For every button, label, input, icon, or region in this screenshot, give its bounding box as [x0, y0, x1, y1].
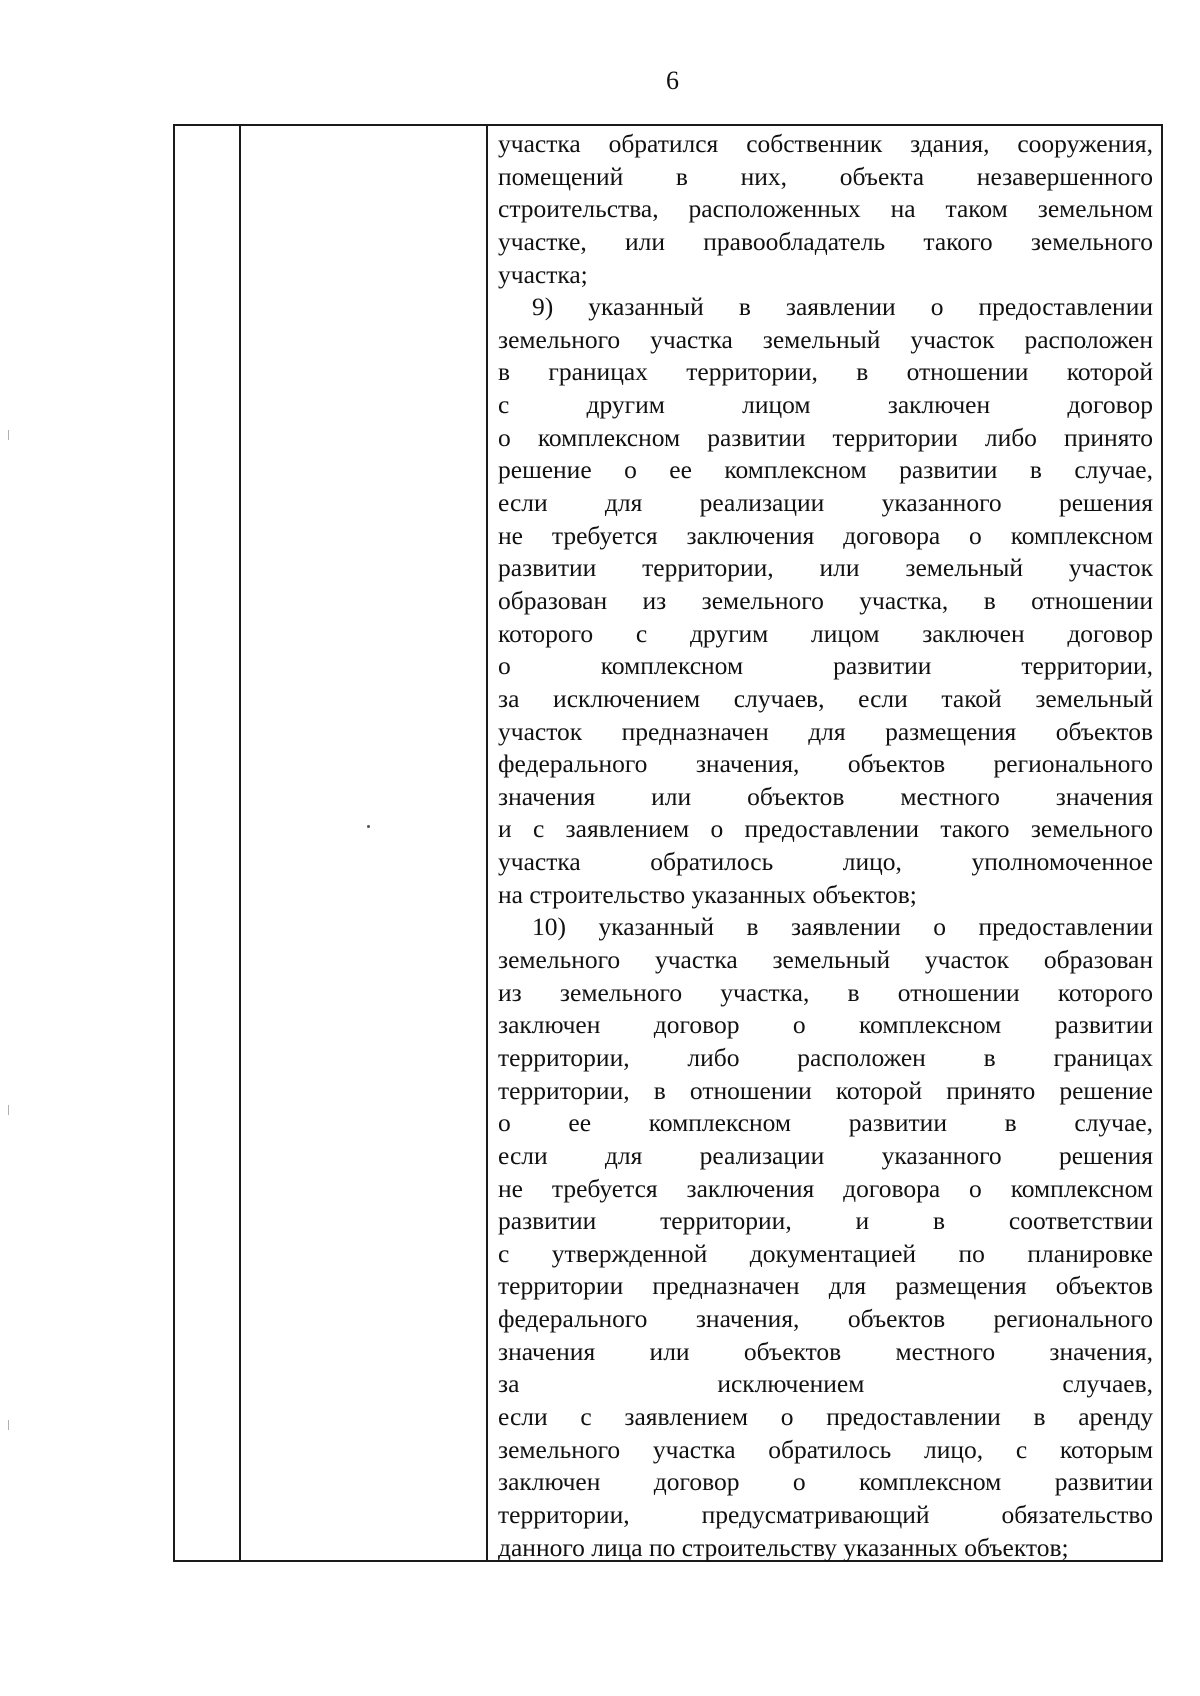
table-column-divider — [239, 126, 241, 1560]
table-column-divider — [486, 126, 488, 1560]
paragraph-line: земельного участка земельный участок расположен — [498, 324, 1153, 354]
paragraph-line: о комплексном развитии территории либо принято — [498, 422, 1153, 452]
paragraph-line: из земельного участка, в отношении которого — [498, 977, 1153, 1007]
paragraph-line: решение о ее комплексном развитии в случае, — [498, 455, 1153, 485]
paragraph-line: о комплексном развитии территории, — [498, 651, 1153, 681]
paragraph-line: федерального значения, объектов регионального — [498, 1304, 1153, 1334]
paragraph-line: в границах территории, в отношении которой — [498, 357, 1153, 387]
page-number: 6 — [666, 66, 679, 95]
paragraph-line: не требуется заключения договора о комплексном — [498, 1173, 1153, 1203]
paragraph-line: если с заявлением о предоставлении в аренду — [498, 1401, 1153, 1431]
paragraph-line: и с заявлением о предоставлении такого земельного — [498, 814, 1153, 844]
paragraph-line: участка обратился собственник здания, сооружения, — [498, 129, 1153, 158]
paragraph-line: которого с другим лицом заключен договор — [498, 618, 1153, 648]
paragraph-line: за исключением случаев, если такой земельный — [498, 683, 1153, 713]
paragraph-line: за исключением случаев, — [498, 1369, 1153, 1399]
paragraph-line: заключен договор о комплексном развитии — [498, 1467, 1153, 1497]
document-table — [173, 124, 1163, 1562]
table-text-column — [498, 128, 1153, 1564]
scan-artifact-dot — [367, 825, 370, 828]
scan-margin-mark — [8, 1105, 9, 1115]
paragraph-line: земельного участка обратилось лицо, с которым — [498, 1434, 1153, 1464]
paragraph-line: развитии территории, и в соответствии — [498, 1206, 1153, 1236]
paragraph-line: значения или объектов местного значения, — [498, 1336, 1153, 1366]
paragraph-line: 9) указанный в заявлении о предоставлении — [532, 292, 1153, 322]
paragraph-line: земельного участка земельный участок образован — [498, 945, 1153, 975]
paragraph-line: не требуется заключения договора о комплексном — [498, 520, 1153, 550]
paragraph-line: значения или объектов местного значения — [498, 781, 1153, 811]
paragraph-line: федерального значения, объектов регионального — [498, 749, 1153, 779]
paragraph-line: участок предназначен для размещения объектов — [498, 716, 1153, 746]
paragraph-line: данного лица по строительству указанных объектов; — [498, 1532, 1069, 1562]
paragraph-line: если для реализации указанного решения — [498, 1140, 1153, 1170]
paragraph-line: если для реализации указанного решения — [498, 488, 1153, 518]
paragraph-line: территории, либо расположен в границах — [498, 1042, 1153, 1072]
scan-margin-mark — [8, 1420, 9, 1430]
scan-margin-mark — [8, 430, 9, 440]
paragraph-line: с утвержденной документацией по планировке — [498, 1238, 1153, 1268]
paragraph-line: территории, в отношении которой принято решение — [498, 1075, 1153, 1105]
paragraph-line: 10) указанный в заявлении о предоставлении — [532, 912, 1153, 942]
paragraph-line: участка; — [498, 259, 588, 289]
paragraph-line: с другим лицом заключен договор — [498, 390, 1153, 420]
paragraph-line: развитии территории, или земельный участок — [498, 553, 1153, 583]
paragraph-line: территории, предусматривающий обязательство — [498, 1499, 1153, 1529]
paragraph-line: территории предназначен для размещения объектов — [498, 1271, 1153, 1301]
paragraph-line: о ее комплексном развитии в случае, — [498, 1108, 1153, 1138]
paragraph-line: образован из земельного участка, в отношении — [498, 585, 1153, 615]
paragraph-line: на строительство указанных объектов; — [498, 879, 917, 909]
paragraph-line: заключен договор о комплексном развитии — [498, 1010, 1153, 1040]
paragraph-line: участка обратилось лицо, уполномоченное — [498, 847, 1153, 877]
paragraph-line: помещений в них, объекта незавершенного — [498, 161, 1153, 191]
paragraph-line: строительства, расположенных на таком земельном — [498, 194, 1153, 224]
paragraph-line: участке, или правообладатель такого земельного — [498, 226, 1153, 256]
